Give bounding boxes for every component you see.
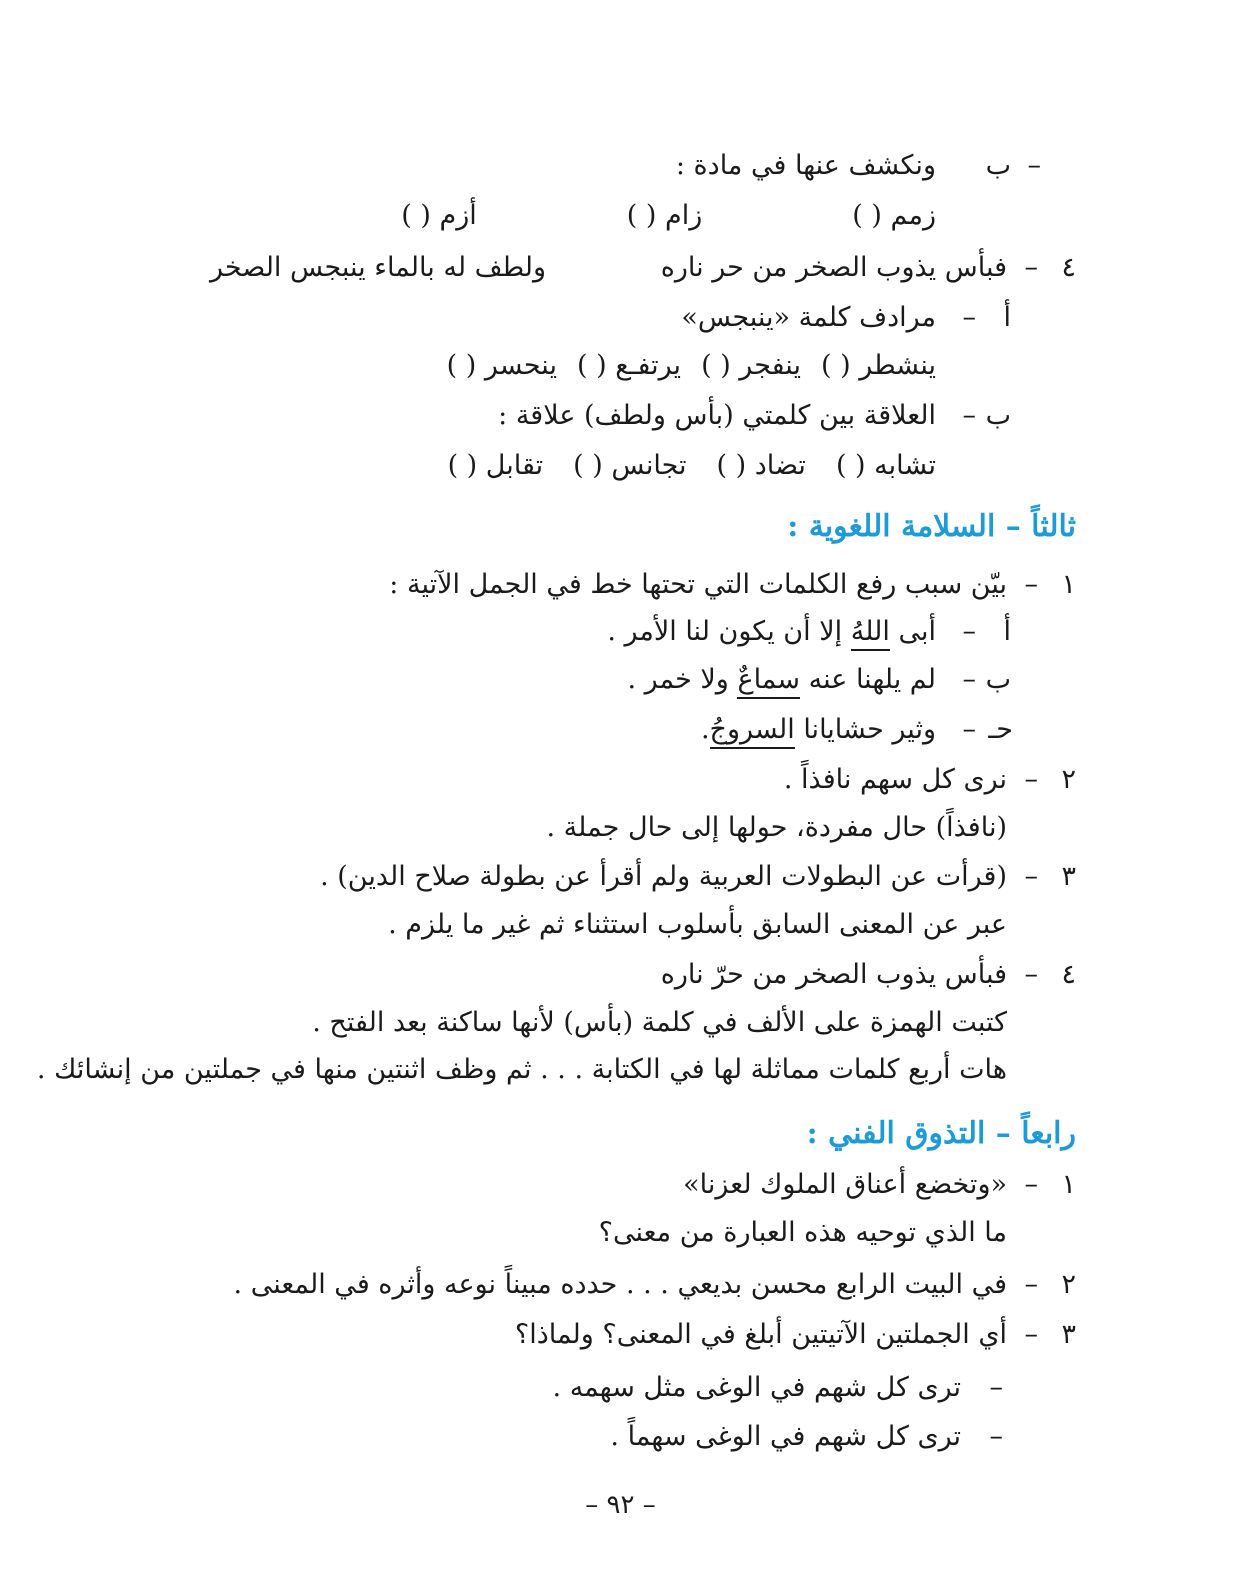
question-text: فبأس يذوب الصخر من حرّ ناره [660,959,1007,990]
marker-a: أ [1003,616,1011,647]
options-row [448,446,936,486]
dash: – [989,1421,1003,1452]
verse-second-hemistich: ولطف له بالماء ينبجس الصخر [209,252,546,283]
sentence [627,660,936,700]
marker-b: ب [985,150,1011,181]
option: تجانس ( ) [573,450,687,481]
question-text: (قرأت عن البطولات العربية ولم أقرأ عن بطولة صلاح الدين) . [320,861,1007,892]
choice-sentence: ترى كل شهم في الوغى مثل سهمه . [552,1372,961,1403]
underlined-word: سماعٌ [737,664,800,699]
question-subtext: ما الذي توحيه هذه العبارة من معنى؟ [598,1217,1007,1248]
page-number: – ٩٢ – [585,1490,656,1520]
dash: – [989,1372,1003,1403]
dash: – [1027,150,1041,181]
dash: – [962,714,976,745]
dash: – [962,400,976,431]
option: ينحسر ( ) [446,350,557,381]
question-text: «وتخضع أعناق الملوك لعزنا» [683,1169,1007,1200]
option: يرتفـع ( ) [576,350,682,381]
option: تضاد ( ) [716,450,806,481]
dash: – [1024,1169,1038,1200]
dash: – [1024,252,1038,283]
question-text: ونكشف عنها في مادة : [675,150,936,181]
marker-b: ب [985,664,1011,695]
question-subtext: (نافذاً) حال مفردة، حولها إلى حال جملة . [546,812,1007,843]
option: زمم ( ) [852,200,936,231]
sentence-part: إلا أن يكون لنا الأمر . [607,616,843,647]
question-subtext: هات أربع كلمات مماثلة لها في الكتابة . . . ثم وظف اثنتين منها في جملتين من إنشائك . [36,1054,1007,1085]
underlined-word: السروجُ [710,714,795,749]
option: تشابه ( ) [835,450,936,481]
question-number: ١ [1061,1169,1076,1200]
choice-sentence: ترى كل شهم في الوغى سهماً . [610,1421,961,1452]
sentence-part: ولا خمر . [627,664,729,695]
question-text: أي الجملتين الآتيتين أبلغ في المعنى؟ ولماذا؟ [514,1319,1007,1350]
sentence-part: . [700,714,710,745]
section-heading: ثالثاً – السلامة اللغوية : [787,509,1076,544]
marker-b: ب [985,400,1011,431]
question-subtext: عبر عن المعنى السابق بأسلوب استثناء ثم غير ما يلزم . [388,909,1007,940]
dash: – [962,664,976,695]
sentence-part: لم يلهنا عنه [808,664,936,695]
dash: – [1024,1269,1038,1300]
sentence-part: وثير حشايانا [803,714,936,745]
options-row [401,196,936,236]
option: زام ( ) [626,200,703,231]
dash: – [1024,764,1038,795]
question-text: العلاقة بين كلمتي (بأس ولطف) علاقة : [498,400,936,431]
section-heading: رابعاً – التذوق الفني : [806,1116,1076,1151]
options-row [447,346,936,386]
question-text: نرى كل سهم نافذاً . [783,764,1007,795]
question-number: ٢ [1061,1269,1076,1300]
option: أزم ( ) [401,200,477,231]
dash: – [1024,1319,1038,1350]
option: ينشطر ( ) [820,350,936,381]
dash: – [1024,861,1038,892]
sentence [701,710,936,750]
question-number: ١ [1061,569,1076,600]
question-number: ٢ [1061,764,1076,795]
marker-c: حـ [988,714,1013,745]
dash: – [962,616,976,647]
dash: – [1024,959,1038,990]
verse-first-hemistich: فبأس يذوب الصخر من حر ناره [660,252,1007,283]
question-text: بيّن سبب رفع الكلمات التي تحتها خط في الجمل الآتية : [389,569,1007,600]
marker-a: أ [1003,302,1011,333]
question-number: ٤ [1061,959,1076,990]
question-subtext: كتبت الهمزة على الألف في كلمة (بأس) لأنها ساكنة بعد الفتح . [312,1007,1007,1038]
underlined-word: اللهُ [851,616,890,651]
question-text: في البيت الرابع محسن بديعي . . . حدده مبيناً نوعه وأثره في المعنى . [233,1269,1007,1300]
option: ينفجر ( ) [701,350,801,381]
sentence-part: أبى [898,616,936,647]
dash: – [962,302,976,333]
question-number: ٣ [1061,861,1076,892]
question-number: ٣ [1061,1319,1076,1350]
question-text: مرادف كلمة «ينبجس» [681,302,936,333]
option: تقابل ( ) [447,450,544,481]
dash: – [1024,569,1038,600]
question-number: ٤ [1061,252,1076,283]
sentence [607,612,936,652]
